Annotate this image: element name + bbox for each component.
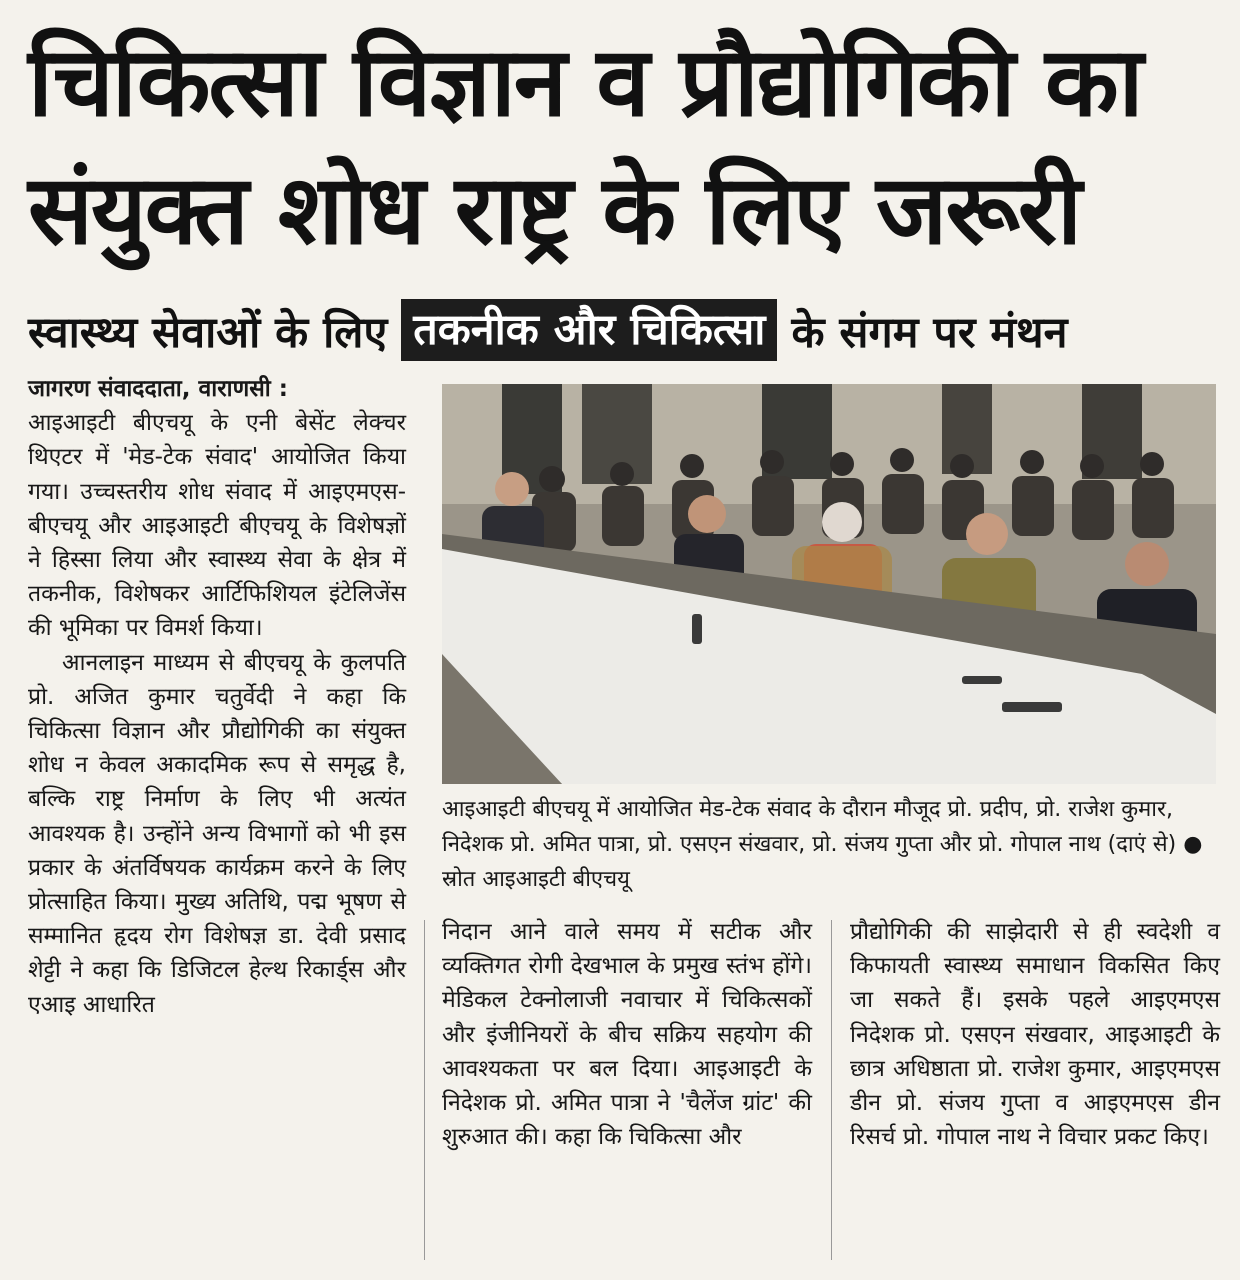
subhead-highlight-box: तकनीक और चिकित्सा — [401, 299, 777, 361]
byline: जागरण संवाददाता, वाराणसी : — [28, 376, 288, 402]
column-rule-1 — [424, 920, 425, 1260]
event-photo-illustration — [442, 384, 1216, 784]
headline-line-1: चिकित्सा विज्ञान व प्रौद्योगिकी का — [28, 26, 1142, 138]
article-column-3-text: प्रौद्योगिकी की साझेदारी से ही स्वदेशी व किफायती स्वास्थ्य समाधान विकसित किए जा सकते हैं। इसके पहले आइएमएस निदेशक प्रो. एसएन संखवार, आइआइटी के छात्र अधिष्ठाता प्रो. राजेश कुमार, आइएमएस डीन प्रो. संजय गुप्ता व आइएमएस डीन रिसर्च प्रो. गोपाल नाथ ने विचार प्रकट किए। — [850, 919, 1220, 1151]
article-column-2-text: निदान आने वाले समय में सटीक और व्यक्तिगत रोगी देखभाल के प्रमुख स्तंभ होंगे। मेडिकल टेक्नोलाजी नवाचार में चिकित्सकों और इंजीनियरों के बीच सक्रिय सहयोग की आवश्यकता पर बल दिया। आइआइटी के निदेशक प्रो. अमित पात्रा ने 'चैलेंज ग्रांट' की शुरुआत की। कहा कि चिकित्सा और — [442, 919, 812, 1151]
article-paragraph-2: आनलाइन माध्यम से बीएचयू के कुलपति प्रो. अजित कुमार चतुर्वेदी ने कहा कि चिकित्सा विज्ञान और प्रौद्योगिकी का संयुक्त शोध न केवल अकादमिक रूप से समृद्ध है, बल्कि राष्ट्र निर्माण के लिए भी अत्यंत आवश्यक है। उन्होंने अन्य विभागों को भी इस प्रकार के अंतर्विषयक कार्यक्रम करने के लिए प्रोत्साहित किया। मुख्य अतिथि, पद्म भूषण से सम्मानित हृदय रोग विशेषज्ञ डा. देवी प्रसाद शेट्टी ने कहा कि डिजिटल हेल्थ रिकार्ड्स और एआइ आधारित — [28, 649, 406, 1018]
column-rule-2 — [831, 920, 832, 1260]
headline-line-2: संयुक्त शोध राष्ट्र के लिए जरूरी — [28, 154, 1080, 266]
article-column-1 — [28, 372, 406, 1022]
event-photo — [442, 384, 1216, 784]
subheadline — [28, 294, 1067, 366]
article-paragraph-1: आइआइटी बीएचयू के एनी बेसेंट लेक्चर थिएटर में 'मेड-टेक संवाद' आयोजित किया गया। उच्चस्तरीय शोध संवाद में आइएमएस-बीएचयू और आइआइटी बीएचयू के विशेषज्ञों ने हिस्सा लिया और स्वास्थ्य सेवा के क्षेत्र में तकनीक, विशेषकर आर्टिफिशियल इंटेलिजेंस की भूमिका पर विमर्श किया। — [28, 410, 406, 642]
article-column-3 — [850, 915, 1220, 1154]
photo-credit: ● स्रोत आइआइटी बीएचयू — [442, 832, 1203, 892]
subhead-after: के संगम पर मंथन — [791, 307, 1068, 358]
caption-text: आइआइटी बीएचयू में आयोजित मेड-टेक संवाद के दौरान मौजूद प्रो. प्रदीप, प्रो. राजेश कुमार, निदेशक प्रो. अमित पात्रा, प्रो. एसएन संखवार, प्रो. संजय गुप्ता और प्रो. गोपाल नाथ (दाएं से) — [442, 797, 1177, 857]
subhead-before: स्वास्थ्य सेवाओं के लिए — [28, 307, 388, 358]
article-column-2 — [442, 915, 812, 1154]
photo-caption — [442, 792, 1218, 897]
